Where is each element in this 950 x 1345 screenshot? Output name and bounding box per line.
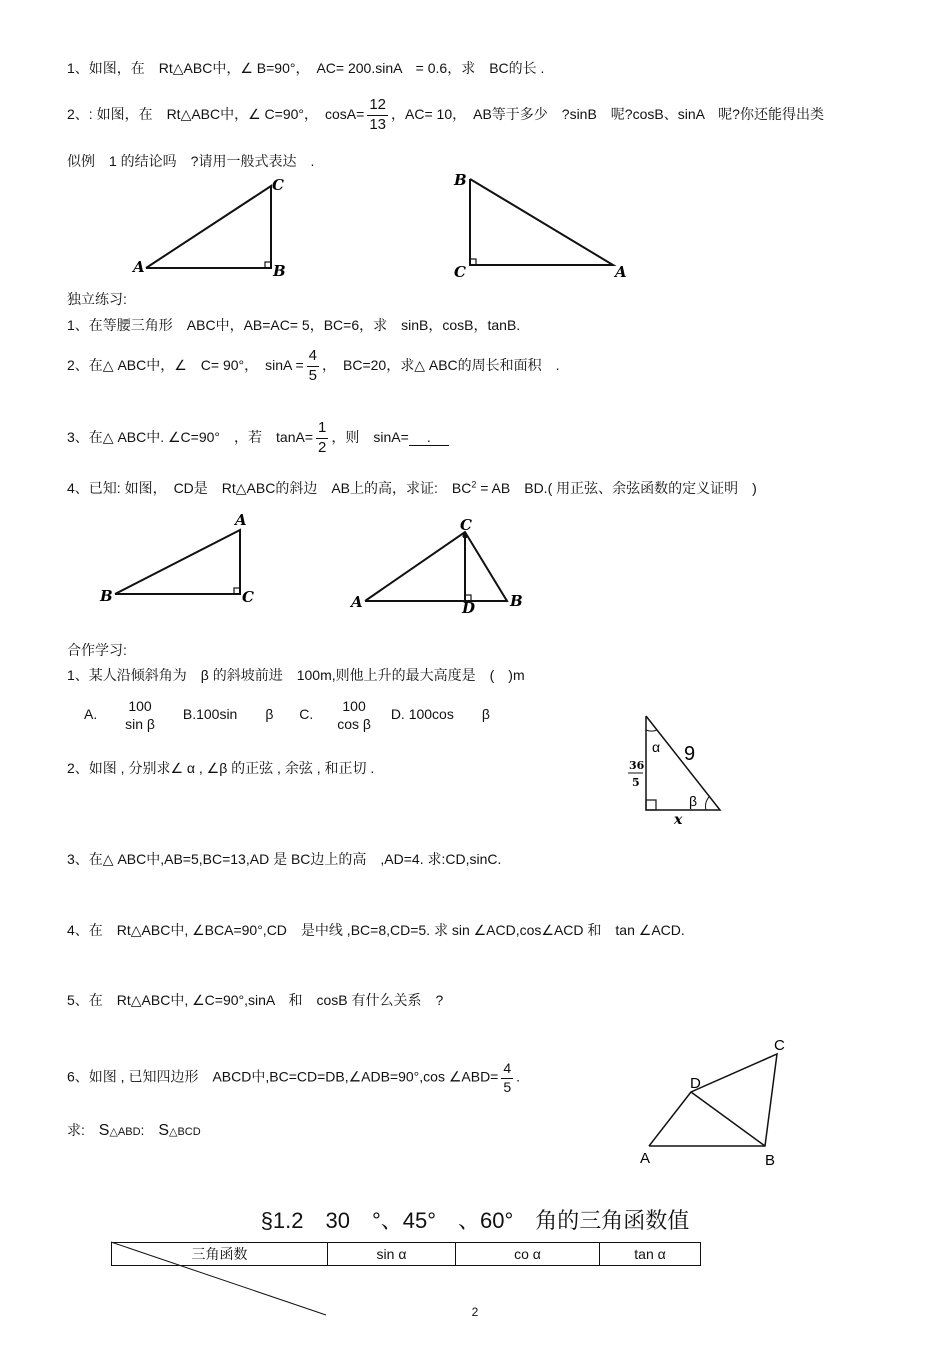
- vertex-label-d: D: [462, 599, 476, 617]
- vertex-label-c: C: [242, 588, 254, 606]
- fraction-numerator: 100: [128, 698, 152, 714]
- vertex-label-d: D: [690, 1075, 701, 1092]
- ratio-separator: :: [140, 1122, 145, 1138]
- question-2-text: 2、: 如图，在 Rt△ABC中，∠ C=90°， cosA=: [67, 105, 365, 122]
- cooperative-question-1: 1、某人沿倾斜角为 β 的斜坡前进 100m,则他上升的最大高度是 ( )m: [67, 667, 525, 683]
- option-c-label: C.: [299, 706, 314, 723]
- option-a-label: A.: [84, 706, 98, 723]
- vertex-label-a: A: [235, 511, 247, 529]
- table-header-cell: 三角函数: [112, 1243, 328, 1266]
- ask-prefix: 求:: [67, 1122, 85, 1138]
- question-2-text-cont: ，AC= 10， AB等于多少 ?sinB 呢?cosB、sinA 呢?你还能得出类: [391, 105, 824, 122]
- fraction-denominator: 5: [308, 366, 317, 384]
- superscript: 2: [471, 479, 477, 490]
- page-number: 2: [471, 1305, 479, 1319]
- cooperative-question-3: 3、在△ ABC中,AB=5,BC=13,AD 是 BC边上的高 ,AD=4. 求:CD,sinC.: [67, 851, 502, 867]
- question-text: 6、如图 , 已知四边形 ABCD中,BC=CD=DB,∠ADB=90°,cos ∠ABD=: [67, 1068, 499, 1085]
- leg-numerator: 36: [629, 759, 645, 772]
- area-symbol: S: [98, 1122, 110, 1139]
- base-label: x: [674, 812, 683, 828]
- section-heading-independent: 独立练习:: [67, 291, 127, 307]
- area-subscript: △ABD: [109, 1126, 141, 1138]
- option-d: D. 100cos β: [390, 706, 490, 723]
- vertex-label-c: C: [460, 516, 472, 534]
- question-2-line2: 似例 1 的结论吗 ?请用一般式表达 .: [67, 153, 315, 169]
- fraction-numerator: 4: [501, 1060, 513, 1079]
- vertex-label-a: A: [640, 1150, 651, 1167]
- question-text-cont: ， BC=20，求△ ABC的周长和面积 .: [322, 356, 560, 373]
- section-title: §1.2 30 °、45° 、60° 角的三角函数值: [260, 1208, 690, 1233]
- fraction-numerator: 12: [367, 96, 388, 116]
- fraction-denominator: cos β: [337, 715, 371, 732]
- fraction-denominator: 2: [318, 438, 327, 456]
- vertex-label-b: B: [765, 1152, 776, 1169]
- fraction-denominator: 5: [503, 1078, 512, 1095]
- question-text-cont: .: [516, 1068, 521, 1085]
- question-text-cont: ，则 sinA=: [331, 428, 409, 445]
- vertex-label-c: C: [774, 1037, 785, 1054]
- fraction-numerator: 4: [307, 347, 319, 367]
- table-header-cell: tan α: [600, 1243, 701, 1266]
- hypotenuse-label: 9: [684, 743, 696, 765]
- question-text: 4、已知: 如图， CD是 Rt△ABC的斜边 AB上的高，求证: BC: [67, 480, 472, 496]
- area-symbol: S: [158, 1122, 169, 1139]
- cooperative-question-4: 4、在 Rt△ABC中, ∠BCA=90°,CD 是中线 ,BC=8,CD=5. 求 sin ∠ACD,cos∠ACD 和 tan ∠ACD.: [67, 922, 685, 938]
- question-text-cont: = AB BD.( 用正弦、余弦函数的定义证明 ): [476, 480, 757, 496]
- fraction-denominator: sin β: [125, 715, 155, 732]
- fraction-numerator: 1: [316, 419, 328, 439]
- cooperative-question-5: 5、在 Rt△ABC中, ∠C=90°,sinA 和 cosB 有什么关系 ?: [67, 992, 444, 1008]
- question-text: 3、在△ ABC中. ∠C=90° ，若 tanA=: [67, 428, 313, 445]
- vertex-label-a: A: [351, 593, 363, 611]
- vertex-label-b: B: [273, 262, 286, 280]
- vertex-label-c: C: [454, 263, 466, 281]
- vertex-label-b: B: [510, 592, 523, 610]
- question-text: 2、在△ ABC中，∠ C= 90°， sinA =: [67, 356, 304, 373]
- table-header-cell: co α: [456, 1243, 600, 1266]
- question-1: 1、如图，在 Rt△ABC中，∠ B=90°， AC= 200.sinA = 0.6，求 BC的长 .: [67, 60, 545, 76]
- cooperative-question-2: 2、如图 , 分别求∠ α , ∠β 的正弦 , 余弦 , 和正切 .: [67, 760, 375, 776]
- vertex-label-b: B: [100, 587, 113, 605]
- answer-blank: .: [409, 429, 449, 446]
- angle-alpha-label: α: [652, 739, 661, 755]
- table-header-cell: sin α: [328, 1243, 456, 1266]
- fraction-denominator: 13: [369, 115, 387, 133]
- option-b: B.100sin β: [182, 706, 274, 723]
- vertex-label-b: B: [454, 171, 467, 189]
- fraction-numerator: 100: [342, 698, 366, 714]
- angle-beta-label: β: [689, 793, 698, 809]
- vertex-label-a: A: [615, 263, 627, 281]
- section-heading-cooperative: 合作学习:: [67, 642, 127, 658]
- area-subscript: △BCD: [168, 1126, 201, 1138]
- vertex-label-a: A: [133, 258, 145, 276]
- independent-question-1: 1、在等腰三角形 ABC中，AB=AC= 5，BC=6，求 sinB，cosB，tanB.: [67, 317, 521, 333]
- vertex-label-c: C: [272, 176, 284, 194]
- leg-denominator: 5: [632, 776, 640, 789]
